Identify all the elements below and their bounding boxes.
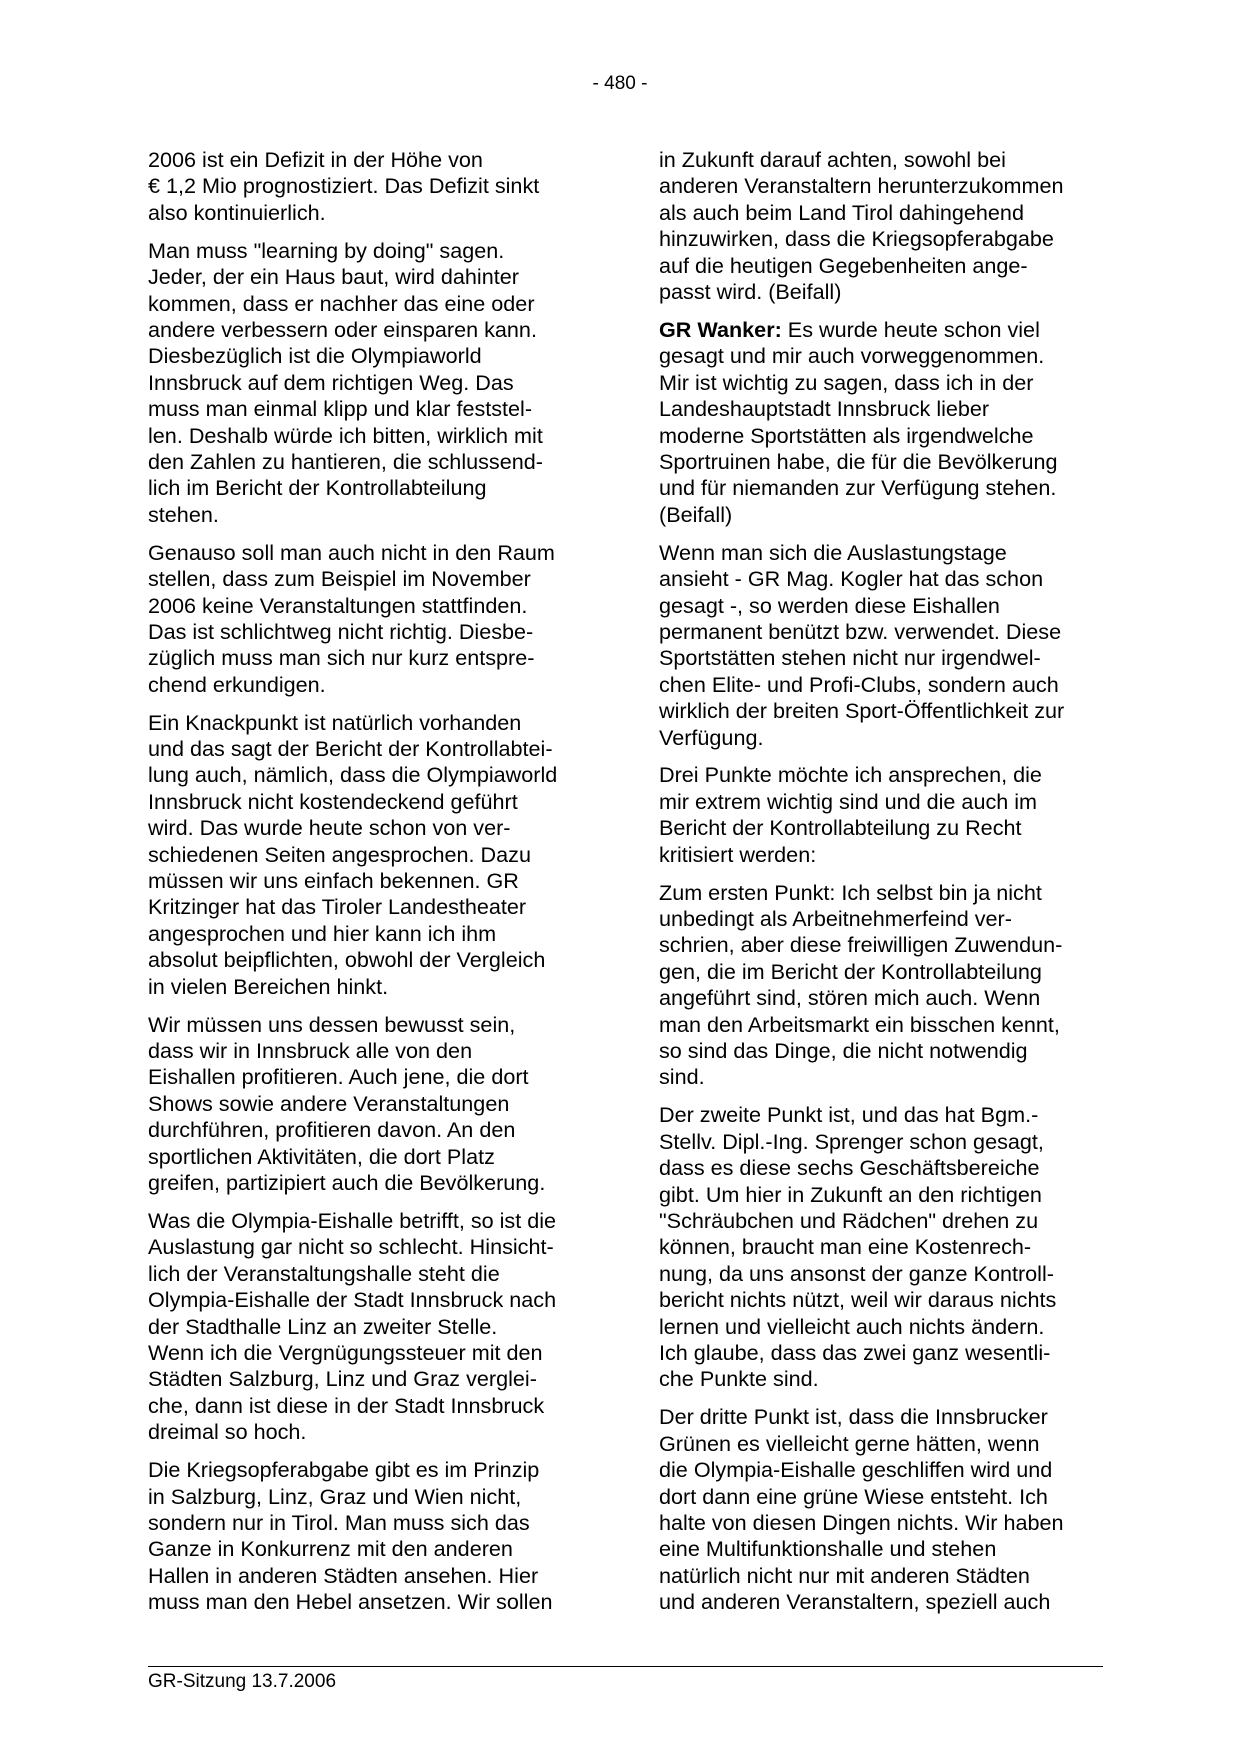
right-column: [659, 147, 1097, 1627]
paragraph: Die Kriegsopferabgabe gibt es im Prinzip in Salzburg, Linz, Graz und Wien nicht, sondern nur in Tirol. Man muss sich das Ganze in Konkurrenz mit den anderen Hallen in anderen Städten ansehen. Hier muss man den Hebel ansetzen. Wir sollen: [148, 1457, 553, 1615]
footer-divider: [148, 1666, 1103, 1667]
paragraph: Was die Olympia-Eishalle betrifft, so ist die Auslastung gar nicht so schlecht. Hinsicht- lich der Veranstaltungshalle steht die Olympia-Eishalle der Stadt Innsbruck nach der Stadthalle Linz an zweiter Stelle. Wenn ich die Vergnügungssteuer mit den Städten Salzburg, Linz und Graz verglei- che, dann ist diese in der Stadt Innsbruck dreimal so hoch.: [148, 1207, 557, 1445]
speaker-paragraph: [659, 317, 1097, 528]
paragraph: Zum ersten Punkt: Ich selbst bin ja nicht unbedingt als Arbeitnehmerfeind ver- schrien, aber diese freiwilligen Zuwendun- gen, die im Bericht der Kontrollabteilung angeführt sind, stören mich auch. Wenn man den Arbeitsmarkt ein bisschen kennt, so sind das Dinge, die nicht notwendig sind.: [659, 879, 1063, 1090]
paragraph: 2006 ist ein Defizit in der Höhe von € 1,2 Mio prognostiziert. Das Defizit sinkt also kontinuierlich.: [148, 147, 540, 225]
page-number: - 480 -: [592, 73, 648, 94]
footer-text: GR-Sitzung 13.7.2006: [148, 1671, 337, 1692]
paragraph: Ein Knackpunkt ist natürlich vorhanden und das sagt der Bericht der Kontrollabtei- lung auch, nämlich, dass die Olympiaworld Innsbruck nicht kostendeckend geführt wird. Das wurde heute schon von ver- schiedenen Seiten angesprochen. Dazu müssen wir uns einfach bekennen. GR Kritzinger hat das Tiroler Landestheater angesprochen und hier kann ich ihm absolut beipflichten, obwohl der Vergleich in vielen Bereichen hinkt.: [148, 709, 558, 999]
left-column: [148, 147, 586, 1627]
paragraph: Wir müssen uns dessen bewusst sein, dass wir in Innsbruck alle von den Eishallen profitieren. Auch jene, die dort Shows sowie andere Veranstaltungen durchführen, profitieren davon. An den sportlichen Aktivitäten, die dort Platz greifen, partizipiert auch die Bevölkerung.: [148, 1011, 546, 1196]
paragraph: Der dritte Punkt ist, dass die Innsbrucker Grünen es vielleicht gerne hätten, wenn die Olympia-Eishalle geschliffen wird und dort dann eine grüne Wiese entsteht. Ich halte von diesen Dingen nichts. Wir haben eine Multifunktionshalle und stehen natürlich nicht nur mit anderen Städten und anderen Veranstaltern, speziell auch: [659, 1404, 1064, 1615]
paragraph: Man muss "learning by doing" sagen. Jeder, der ein Haus baut, wird dahinter kommen, dass er nachher das eine oder andere verbessern oder einsparen kann. Diesbezüglich ist die Olympiaworld Innsbruck auf dem richtigen Weg. Das muss man einmal klipp und klar feststel- len. Deshalb würde ich bitten, wirklich mit den Zahlen zu hantieren, die schlussend- lich im Bericht der Kontrollabteilung stehen.: [148, 237, 543, 527]
paragraph: Wenn man sich die Auslastungstage ansieht - GR Mag. Kogler hat das schon gesagt -, so werden diese Eishallen permanent benützt bzw. verwendet. Diese Sportstätten stehen nicht nur irgendwel- chen Elite- und Profi-Clubs, sondern auch wirklich der breiten Sport-Öffentlichkeit zur Verfügung.: [659, 539, 1065, 750]
paragraph: Genauso soll man auch nicht in den Raum stellen, dass zum Beispiel im November 2006 keine Veranstaltungen stattfinden. Das ist schlichtweg nicht richtig. Diesbe- züglich muss man sich nur kurz entspre- chend erkundigen.: [148, 539, 555, 697]
paragraph: Der zweite Punkt ist, und das hat Bgm.- Stellv. Dipl.-Ing. Sprenger schon gesagt, dass es diese sechs Geschäftsbereiche gibt. Um hier in Zukunft an den richtigen "Schräubchen und Rädchen" drehen zu können, braucht man eine Kostenrech- nung, da uns ansonst der ganze Kontroll- bericht nichts nützt, weil wir daraus nichts lernen und vielleicht auch nichts ändern. Ich glaube, dass das zwei ganz wesentli- che Punkte sind.: [659, 1102, 1057, 1392]
speaker-name: GR Wanker:: [659, 316, 782, 342]
paragraph: Drei Punkte möchte ich ansprechen, die mir extrem wichtig sind und die auch im Bericht der Kontrollabteilung zu Recht kritisiert werden:: [659, 762, 1042, 867]
paragraph: in Zukunft darauf achten, sowohl bei anderen Veranstaltern herunterzukommen als auch beim Land Tirol dahingehend hinzuwirken, dass die Kriegsopferabgabe auf die heutigen Gegebenheiten ange- passt wird. (Beifall): [659, 147, 1064, 305]
speaker-text: Es wurde heute schon viel gesagt und mir auch vorweggenommen. Mir ist wichtig zu sagen, dass ich in der Landeshauptstadt Innsbruck lieber moderne Sportstätten als irgendwelche Sportruinen habe, die für die Bevölkerung und für niemanden zur Verfügung stehen. (Beifall): [659, 316, 1058, 527]
